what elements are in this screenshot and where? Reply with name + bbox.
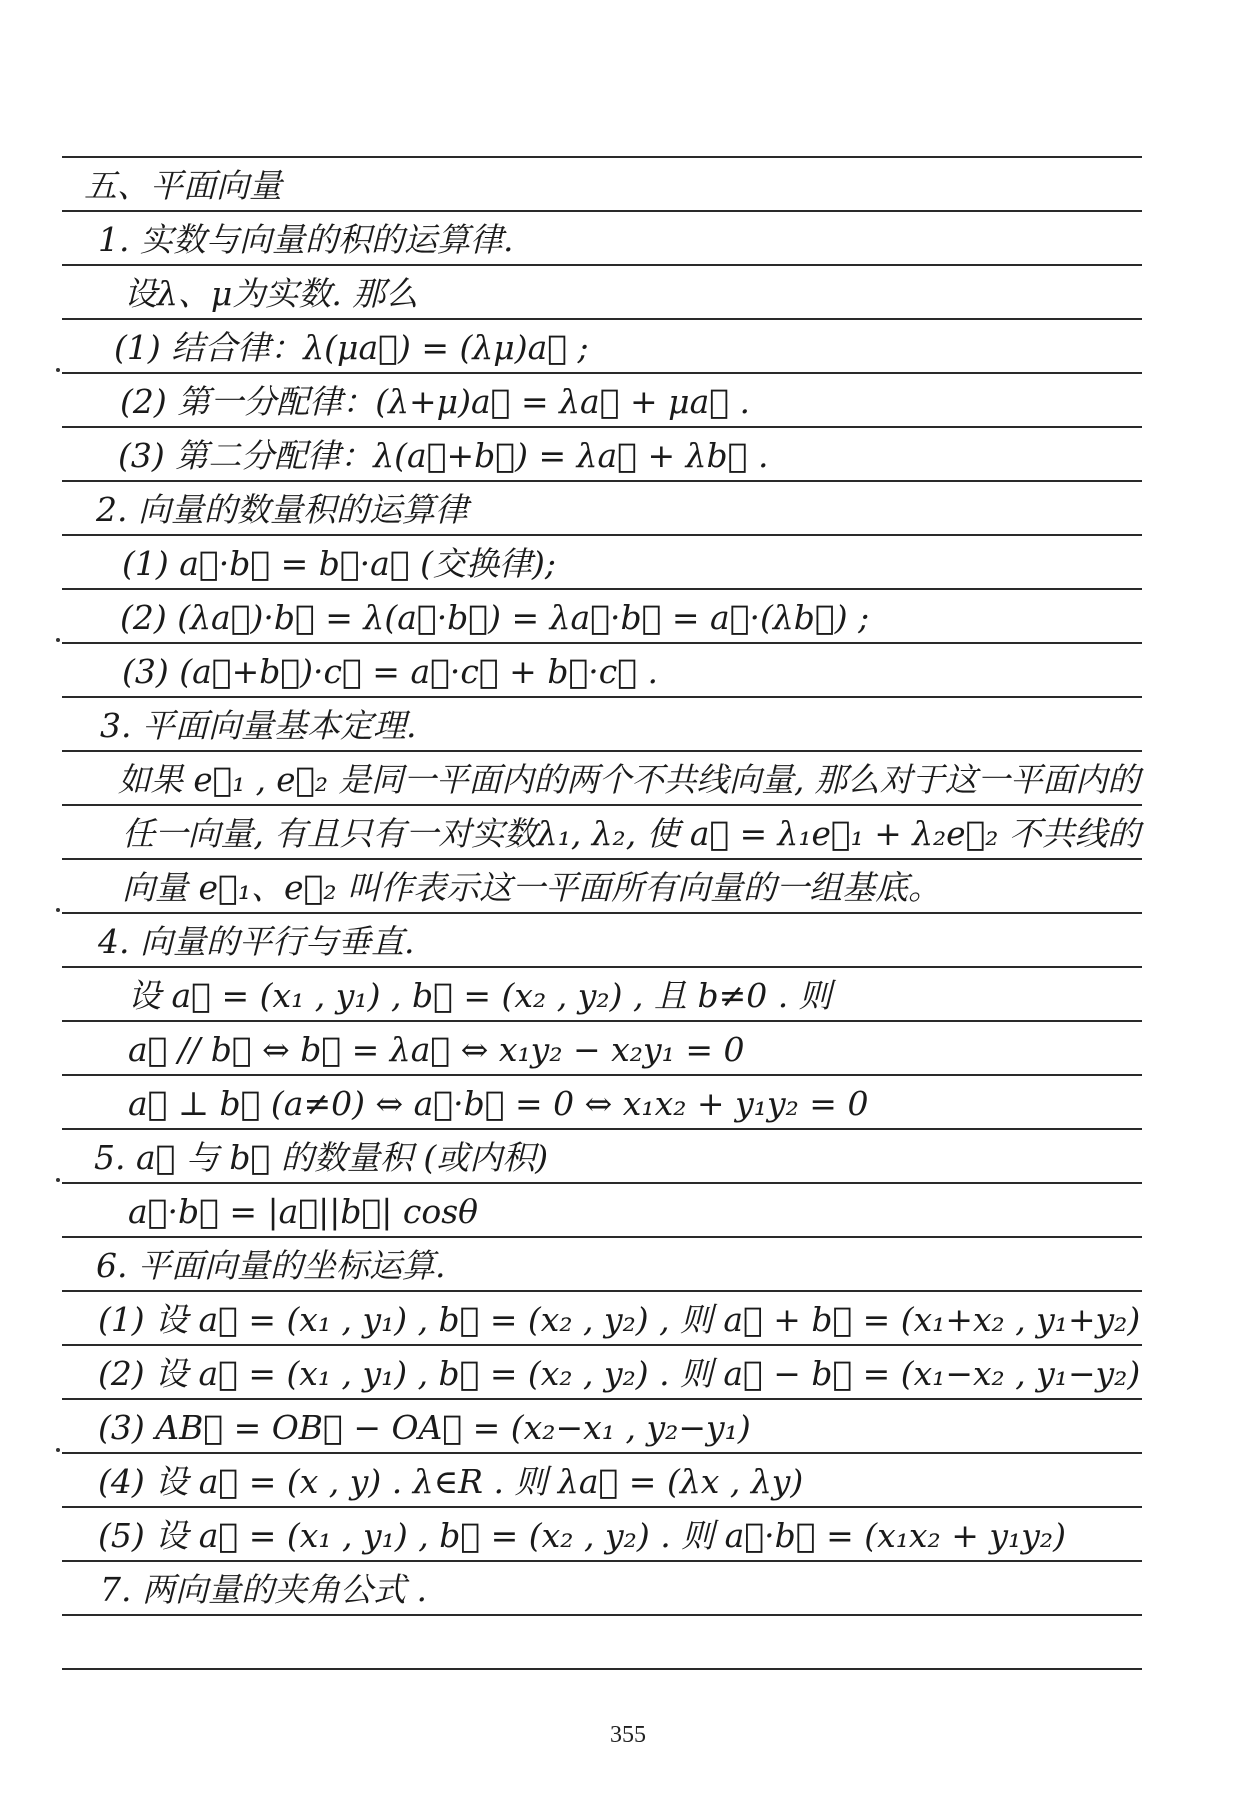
- ruled-line: [62, 1614, 1142, 1616]
- ruled-line: [62, 210, 1142, 212]
- subheading: 6. 平面向量的坐标运算.: [96, 1246, 446, 1285]
- ruled-line: [62, 750, 1142, 752]
- text-line: 任一向量, 有且只有一对实数λ₁, λ₂, 使 a⃗ = λ₁e⃗₁ + λ₂e⃗₂ 不共线的: [122, 814, 1141, 853]
- binding-hole: [56, 1448, 60, 1452]
- text-line: (2) 设 a⃗ = (x₁ , y₁) , b⃗ = (x₂ , y₂) . 则 a⃗ − b⃗ = (x₁−x₂ , y₁−y₂): [98, 1354, 1141, 1393]
- text-line: (3) (a⃗+b⃗)·c⃗ = a⃗·c⃗ + b⃗·c⃗ .: [122, 652, 659, 691]
- subheading: 4. 向量的平行与垂直.: [98, 922, 415, 961]
- binding-hole: [56, 638, 60, 642]
- text-line: a⃗ // b⃗ ⇔ b⃗ = λa⃗ ⇔ x₁y₂ − x₂y₁ = 0: [128, 1030, 745, 1069]
- ruled-line: [62, 912, 1142, 914]
- text-line: (2) (λa⃗)·b⃗ = λ(a⃗·b⃗) = λa⃗·b⃗ = a⃗·(λb⃗) ;: [120, 598, 870, 637]
- ruled-line: [62, 858, 1142, 860]
- binding-hole: [56, 908, 60, 912]
- ruled-line: [62, 1506, 1142, 1508]
- text-line: (2) 第一分配律：(λ+μ)a⃗ = λa⃗ + μa⃗ .: [120, 382, 751, 421]
- text-line: (1) 结合律：λ(μa⃗) = (λμ)a⃗ ;: [114, 328, 589, 367]
- text-line: 设λ、μ为实数. 那么: [124, 274, 419, 313]
- page-number: 355: [610, 1722, 646, 1748]
- ruled-line: [62, 588, 1142, 590]
- text-line: (1) a⃗·b⃗ = b⃗·a⃗ (交换律);: [122, 544, 557, 583]
- ruled-line: [62, 1182, 1142, 1184]
- ruled-line: [62, 426, 1142, 428]
- text-line: (1) 设 a⃗ = (x₁ , y₁) , b⃗ = (x₂ , y₂) , 则 a⃗ + b⃗ = (x₁+x₂ , y₁+y₂): [98, 1300, 1141, 1339]
- text-line: (3) 第二分配律：λ(a⃗+b⃗) = λa⃗ + λb⃗ .: [118, 436, 769, 475]
- ruled-line: [62, 966, 1142, 968]
- subheading: 5. a⃗ 与 b⃗ 的数量积 (或内积): [94, 1138, 549, 1177]
- ruled-line: [62, 1074, 1142, 1076]
- ruled-line: [62, 534, 1142, 536]
- text-line: 设 a⃗ = (x₁ , y₁) , b⃗ = (x₂ , y₂) , 且 b≠0 . 则: [128, 976, 832, 1015]
- ruled-line: [62, 696, 1142, 698]
- ruled-line: [62, 480, 1142, 482]
- text-line: 如果 e⃗₁ , e⃗₂ 是同一平面内的两个不共线向量, 那么对于这一平面内的: [118, 760, 1141, 799]
- binding-hole: [56, 1178, 60, 1182]
- ruled-line: [62, 1290, 1142, 1292]
- subheading: 7. 两向量的夹角公式 .: [100, 1570, 427, 1609]
- binding-hole: [56, 368, 60, 372]
- ruled-line: [62, 1398, 1142, 1400]
- ruled-line: [62, 1452, 1142, 1454]
- ruled-line: [62, 1344, 1142, 1346]
- text-line: 向量 e⃗₁、e⃗₂ 叫作表示这一平面所有向量的一组基底。: [122, 868, 942, 907]
- ruled-line: [62, 1668, 1142, 1670]
- text-line: (4) 设 a⃗ = (x , y) . λ∈R . 则 λa⃗ = (λx , λy): [98, 1462, 804, 1501]
- subheading: 3. 平面向量基本定理.: [100, 706, 417, 745]
- subheading: 1. 实数与向量的积的运算律.: [98, 220, 514, 259]
- ruled-line: [62, 372, 1142, 374]
- ruled-line: [62, 1128, 1142, 1130]
- ruled-line: [62, 642, 1142, 644]
- subheading: 2. 向量的数量积的运算律: [96, 490, 468, 529]
- ruled-line: [62, 1560, 1142, 1562]
- ruled-line: [62, 318, 1142, 320]
- ruled-line: [62, 1236, 1142, 1238]
- ruled-line: [62, 1020, 1142, 1022]
- text-line: a⃗ ⊥ b⃗ (a≠0) ⇔ a⃗·b⃗ = 0 ⇔ x₁x₂ + y₁y₂ = 0: [128, 1084, 869, 1123]
- ruled-line: [62, 156, 1142, 158]
- text-line: a⃗·b⃗ = |a⃗||b⃗| cosθ: [128, 1192, 479, 1231]
- text-line: (3) AB⃗ = OB⃗ − OA⃗ = (x₂−x₁ , y₂−y₁): [98, 1408, 751, 1447]
- ruled-line: [62, 804, 1142, 806]
- ruled-line: [62, 264, 1142, 266]
- text-line: (5) 设 a⃗ = (x₁ , y₁) , b⃗ = (x₂ , y₂) . 则 a⃗·b⃗ = (x₁x₂ + y₁y₂): [98, 1516, 1067, 1555]
- section-heading: 五、平面向量: [84, 166, 282, 205]
